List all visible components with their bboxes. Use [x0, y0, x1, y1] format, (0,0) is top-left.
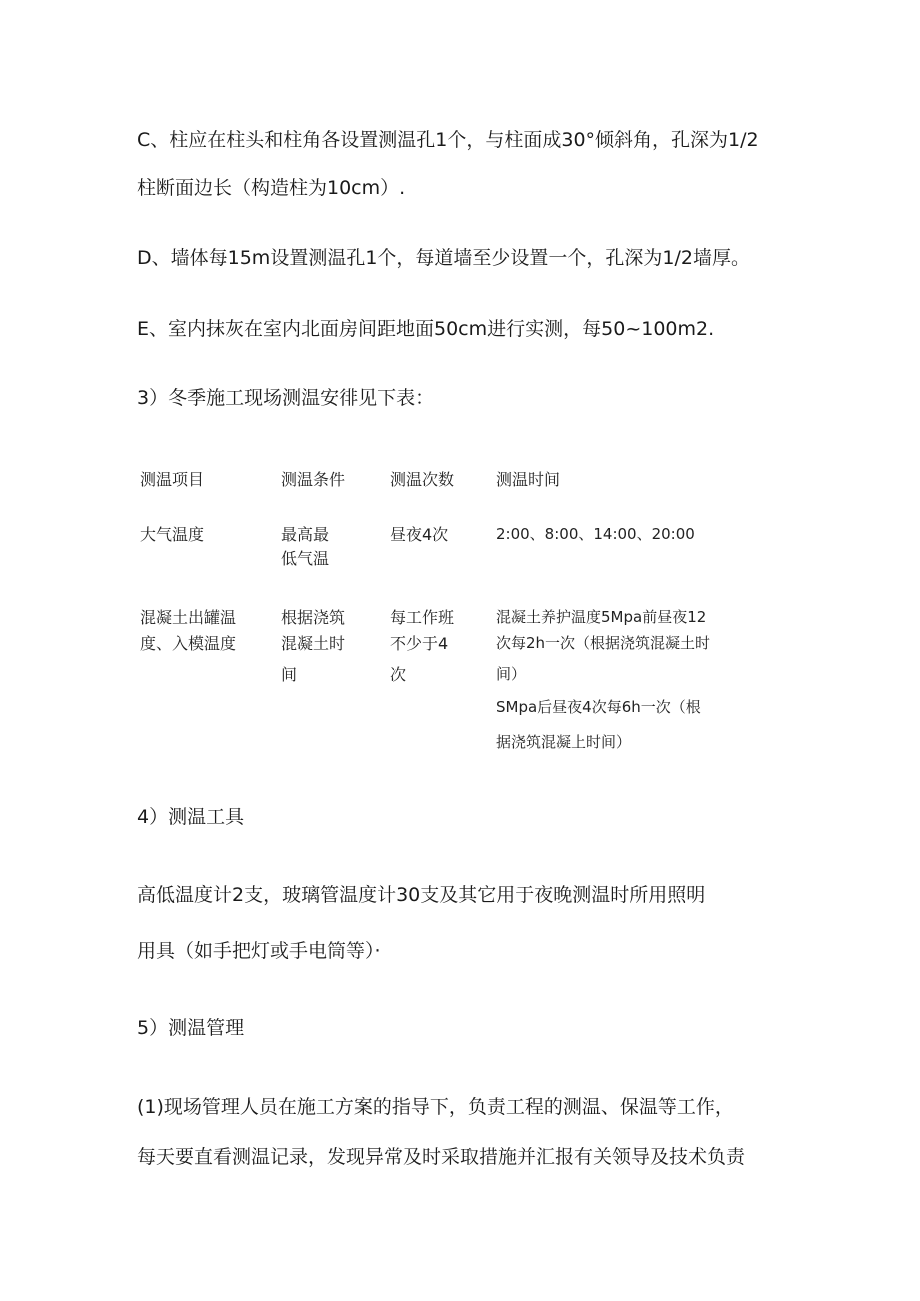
paragraph-e-line-1: E、室内抹灰在室内北面房间距地面50cm进行实测，每50~100m2. — [137, 318, 715, 340]
table-cell-item: 混凝土出罐温 — [140, 608, 237, 627]
table-cell-condition: 混凝土时 — [281, 634, 346, 653]
tools-line-2: 用具（如手把灯或手电筒等）· — [137, 940, 381, 962]
table-cell-time: 据浇筑混凝上时间） — [496, 733, 632, 751]
table-cell-condition: 间 — [281, 665, 298, 684]
table-cell-condition: 根据浇筑 — [281, 608, 346, 627]
section-heading-4: 4）测温工具 — [137, 806, 245, 828]
paragraph-c-line-2: 柱断面边长（构造柱为10cm）. — [137, 177, 406, 199]
management-line-1: (1)现场管理人员在施工方案的指导下，负责工程的测温、保温等工作， — [137, 1096, 734, 1118]
table-cell-item: 大气温度 — [140, 525, 205, 544]
table-cell-count: 不少于4 — [390, 634, 449, 653]
management-line-2: 每天要直看测温记录，发现异常及时采取措施并汇报有关领导及技术负责 — [137, 1146, 746, 1168]
table-header-time: 测温时间 — [496, 470, 561, 489]
table-cell-count: 每工作班 — [390, 608, 455, 627]
table-cell-time: 次每2h一次（根据浇筑混凝土时 — [496, 634, 711, 652]
paragraph-d-line-1: D、墙体每15m设置测温孔1个，每道墙至少设置一个，孔深为1/2墙厚。 — [137, 247, 750, 269]
table-cell-count: 昼夜4次 — [390, 525, 449, 544]
table-header-item: 测温项目 — [140, 470, 205, 489]
tools-line-1: 高低温度计2支，玻璃管温度计30支及其它用于夜晚测温时所用照明 — [137, 884, 706, 906]
table-cell-time: 2:00、8:00、14:00、20:00 — [496, 525, 695, 543]
table-header-condition: 测温条件 — [281, 470, 346, 489]
table-header-count: 测温次数 — [390, 470, 455, 489]
table-cell-time: SMpa后昼夜4次每6h一次（根 — [496, 698, 701, 716]
table-cell-item: 度、入模温度 — [140, 634, 237, 653]
table-cell-count: 次 — [390, 665, 407, 684]
table-cell-time: 间） — [496, 665, 527, 683]
table-cell-condition: 最高最 — [281, 525, 330, 544]
section-heading-3: 3）冬季施工现场测温安徘见下表： — [137, 387, 435, 409]
table-cell-condition: 低气温 — [281, 549, 330, 568]
table-cell-time: 混凝土养护温度5Mpa前昼夜12 — [496, 608, 707, 626]
section-heading-5: 5）测温管理 — [137, 1017, 245, 1039]
paragraph-c-line-1: C、柱应在柱头和柱角各设置测温孔1个，与柱面成30°倾斜角，孔深为1/2 — [137, 129, 759, 151]
